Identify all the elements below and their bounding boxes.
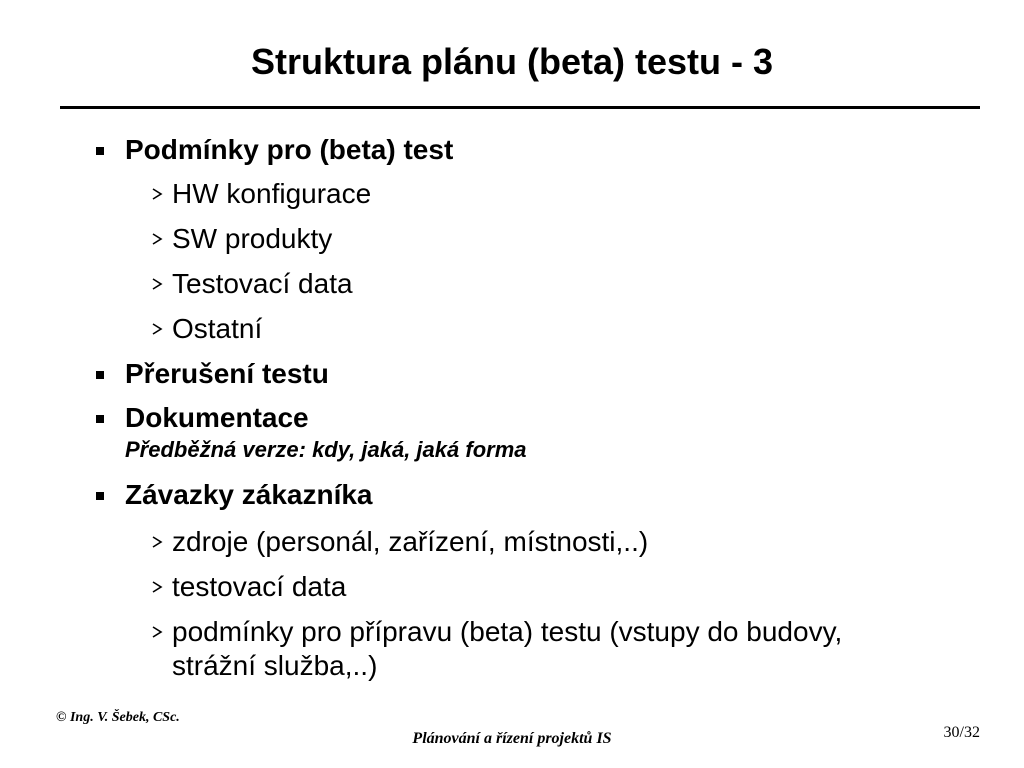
bullet-text: Přerušení testu — [125, 358, 329, 389]
square-bullet-icon — [96, 147, 104, 155]
subbullet-text: Testovací data — [172, 268, 353, 299]
bullet-text: Podmínky pro (beta) test — [125, 134, 454, 165]
arrow-bullet-icon — [149, 231, 165, 247]
square-bullet-icon — [96, 371, 104, 379]
arrow-bullet-icon — [149, 624, 165, 640]
square-bullet-icon — [96, 492, 104, 500]
arrow-bullet-icon — [149, 276, 165, 292]
bullet-text: Dokumentace — [125, 402, 309, 433]
bullet-text: Závazky zákazníka — [125, 479, 373, 510]
arrow-bullet-icon — [149, 579, 165, 595]
slide-title: Struktura plánu (beta) testu - 3 — [250, 41, 774, 82]
title-divider — [60, 106, 980, 109]
subbullet-text: testovací data — [172, 571, 347, 602]
footer-course-title: Plánování a řízení projektů IS — [412, 730, 612, 747]
subbullet-text: HW konfigurace — [172, 178, 372, 209]
subbullet-text: Ostatní — [172, 313, 263, 344]
arrow-bullet-icon — [149, 321, 165, 337]
subbullet-text: SW produkty — [172, 223, 333, 254]
bullet-subtext: Předběžná verze: kdy, jaká, jaká forma — [125, 437, 527, 462]
subbullet-text: zdroje (personál, zařízení, místnosti,..) — [172, 526, 649, 557]
square-bullet-icon — [96, 415, 104, 423]
arrow-bullet-icon — [149, 534, 165, 550]
footer-author: © Ing. V. Šebek, CSc. — [56, 710, 180, 725]
arrow-bullet-icon — [149, 186, 165, 202]
subbullet-text: podmínky pro přípravu (beta) testu (vstupy do budovy, strážní služba,..) — [172, 616, 843, 681]
page-number: 30/32 — [943, 724, 980, 741]
